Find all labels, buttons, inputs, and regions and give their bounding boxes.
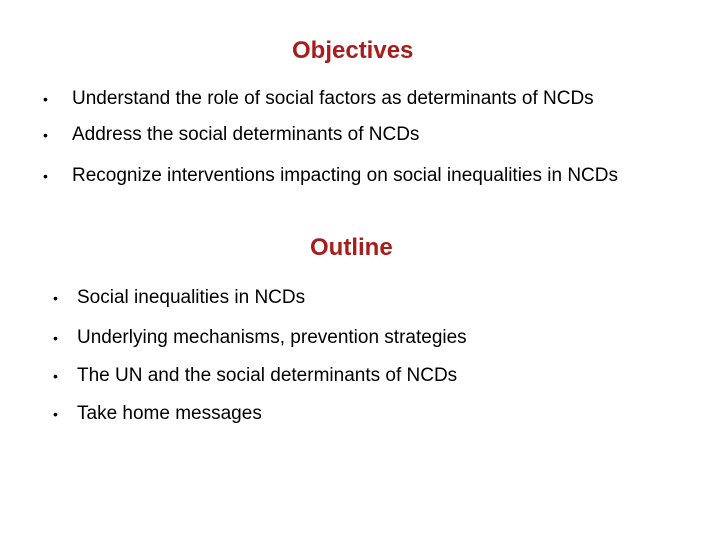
bullet-dot: • [43,91,48,107]
outline-item-text: Social inequalities in NCDs [77,287,306,308]
bullet-dot: • [53,406,58,422]
bullet-dot: • [53,330,58,346]
outline-item-text: Underlying mechanisms, prevention strategies [77,327,467,348]
objectives-heading: Objectives [292,37,414,64]
objective-item-text: Recognize interventions impacting on social inequalities in NCDs [72,165,618,186]
objective-item-text: Address the social determinants of NCDs [72,124,420,145]
objective-item-text: Understand the role of social factors as determinants of NCDs [72,88,594,109]
outline-item-text: Take home messages [77,403,262,424]
outline-heading: Outline [310,234,393,261]
bullet-dot: • [53,368,58,384]
outline-item-text: The UN and the social determinants of NCDs [77,365,458,386]
bullet-dot: • [43,127,48,143]
bullet-dot: • [43,168,48,184]
bullet-dot: • [53,290,58,306]
